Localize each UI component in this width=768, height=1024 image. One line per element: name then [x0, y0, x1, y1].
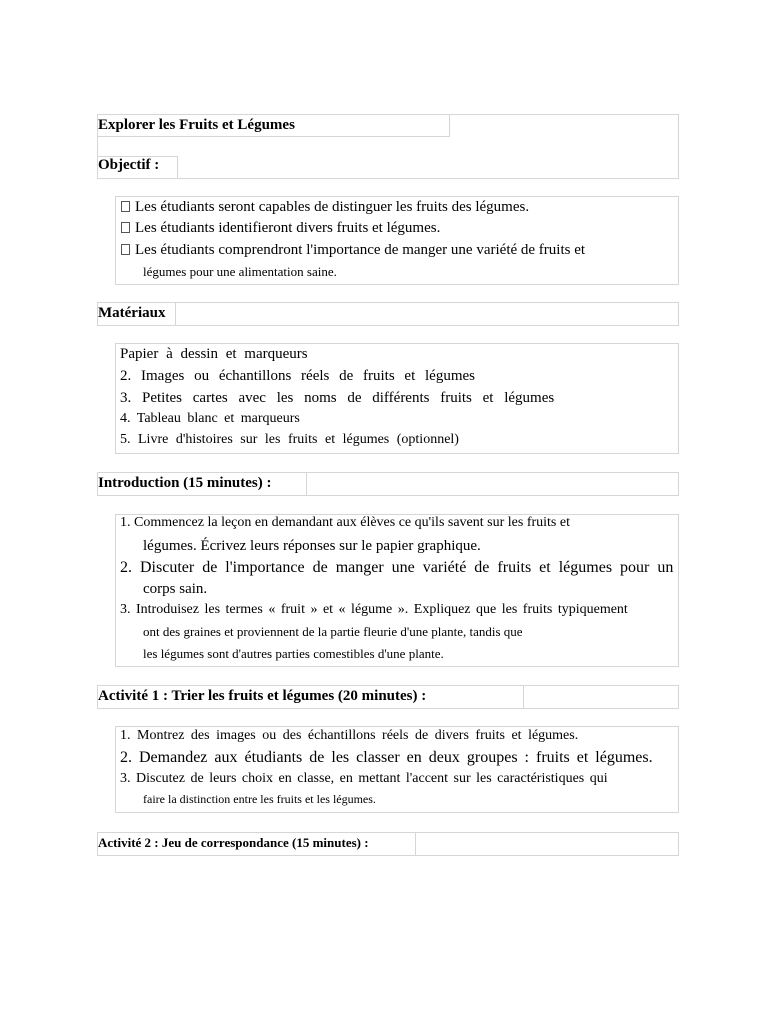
introduction-line: corps sain. [143, 581, 208, 597]
objectif-item: Les étudiants seront capables de distinguer les fruits des légumes. [121, 200, 529, 215]
introduction-line: ont des graines et proviennent de la partie fleurie d'une plante, tandis que [143, 624, 523, 639]
introduction-heading: Introduction (15 minutes) : [98, 475, 272, 491]
activite1-line: faire la distinction entre les fruits et les légumes. [143, 792, 376, 806]
introduction-line: 3. Introduisez les termes « fruit » et « légume ». Expliquez que les fruits typiquement [120, 602, 628, 617]
bullet-icon [121, 201, 130, 212]
materiaux-item: 2. Images ou échantillons réels de fruits et légumes [120, 368, 475, 384]
introduction-line: 2. Discuter de l'importance de manger une variété de fruits et légumes pour un [120, 559, 674, 576]
introduction-line: légumes. Écrivez leurs réponses sur le papier graphique. [143, 538, 481, 554]
materiaux-item: 5. Livre d'histoires sur les fruits et légumes (optionnel) [120, 432, 459, 447]
materiaux-item: Papier à dessin et marqueurs [120, 346, 308, 362]
objectif-heading: Objectif : [98, 157, 160, 173]
objectif-item-continued: légumes pour une alimentation saine. [143, 264, 337, 279]
bullet-icon [121, 244, 130, 255]
bullet-icon [121, 222, 130, 233]
document-title: Explorer les Fruits et Légumes [98, 117, 295, 133]
materiaux-item: 3. Petites cartes avec les noms de différents fruits et légumes [120, 390, 555, 406]
activite1-line: 3. Discutez de leurs choix en classe, en mettant l'accent sur les caractéristiques qui [120, 771, 608, 786]
activite2-heading: Activité 2 : Jeu de correspondance (15 minutes) : [98, 835, 369, 850]
materiaux-item: 4. Tableau blanc et marqueurs [120, 411, 300, 426]
introduction-line: 1. Commencez la leçon en demandant aux élèves ce qu'ils savent sur les fruits et [120, 515, 570, 530]
materiaux-heading-row [97, 302, 679, 326]
objectif-item: Les étudiants comprendront l'importance de manger une variété de fruits et [121, 243, 585, 258]
objectif-item: Les étudiants identifieront divers fruits et légumes. [121, 221, 440, 236]
materiaux-heading: Matériaux [98, 305, 166, 321]
introduction-line: les légumes sont d'autres parties comestibles d'une plante. [143, 646, 444, 661]
activite1-heading: Activité 1 : Trier les fruits et légumes (20 minutes) : [98, 688, 427, 704]
activite1-line: 1. Montrez des images ou des échantillons réels de divers fruits et légumes. [120, 728, 579, 743]
activite1-line: 2. Demandez aux étudiants de les classer en deux groupes : fruits et légumes. [120, 749, 653, 766]
